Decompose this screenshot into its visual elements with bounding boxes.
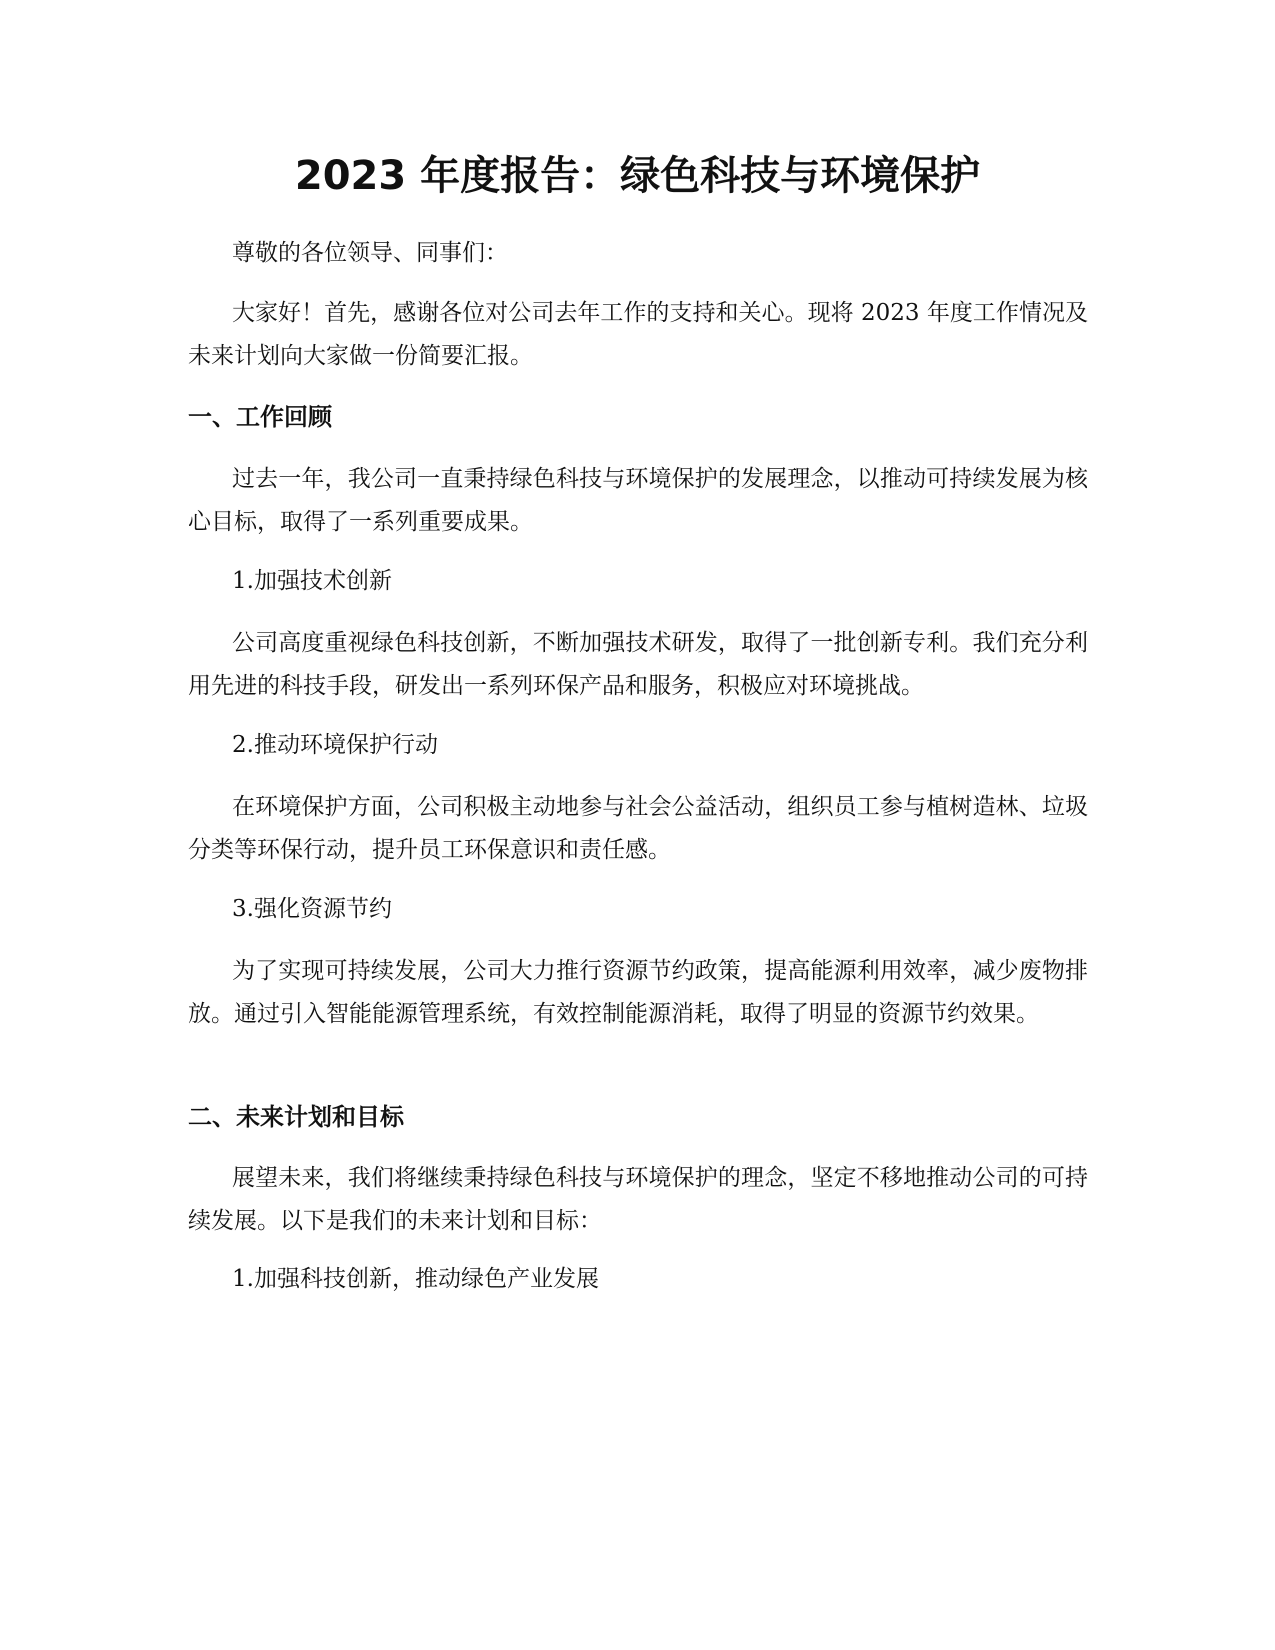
section1-item3-body: 为了实现可持续发展，公司大力推行资源节约政策，提高能源利用效率，减少废物排放。通过引入智能能源管理系统，有效控制能源消耗，取得了明显的资源节约效果。 — [188, 958, 1088, 1027]
section1-item2-title: 2.推动环境保护行动 — [232, 732, 438, 758]
section2-intro-paragraph: 展望未来，我们将继续秉持绿色科技与环境保护的理念，坚定不移地推动公司的可持续发展。以下是我们的未来计划和目标： — [188, 1165, 1088, 1234]
section1-item1-title: 1.加强技术创新 — [232, 568, 392, 594]
section1-item1-body: 公司高度重视绿色科技创新，不断加强技术研发，取得了一批创新专利。我们充分利用先进的科技手段，研发出一系列环保产品和服务，积极应对环境挑战。 — [188, 630, 1088, 699]
section2-heading: 二、未来计划和目标 — [188, 1103, 404, 1131]
intro-paragraph: 大家好！首先，感谢各位对公司去年工作的支持和关心。现将 2023 年度工作情况及未来计划向大家做一份简要汇报。 — [188, 300, 1088, 369]
section1-intro-paragraph: 过去一年，我公司一直秉持绿色科技与环境保护的发展理念，以推动可持续发展为核心目标，取得了一系列重要成果。 — [188, 466, 1088, 535]
document-title: 2023 年度报告：绿色科技与环境保护 — [294, 153, 981, 199]
section2-item1-title: 1.加强科技创新，推动绿色产业发展 — [232, 1266, 599, 1292]
section1-item2-body: 在环境保护方面，公司积极主动地参与社会公益活动，组织员工参与植树造林、垃圾分类等环保行动，提升员工环保意识和责任感。 — [188, 794, 1088, 863]
section1-heading: 一、工作回顾 — [188, 403, 332, 431]
greeting-paragraph: 尊敬的各位领导、同事们： — [232, 240, 508, 266]
section1-item3-title: 3.强化资源节约 — [232, 896, 392, 922]
